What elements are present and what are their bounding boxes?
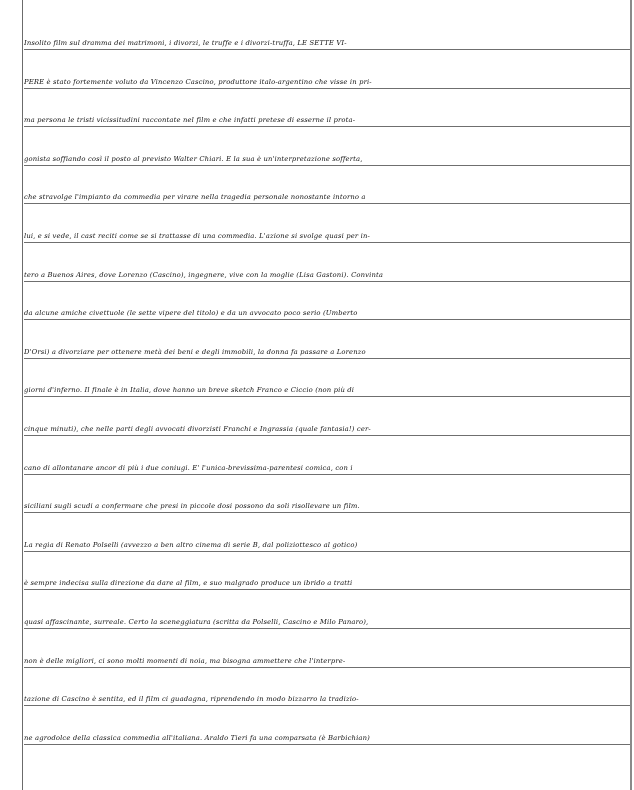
handwritten-line <box>24 244 630 282</box>
handwritten-line <box>24 166 630 204</box>
line-text: giorni d'inferno. Il finale è in Italia, dove hanno un breve sketch Franco e Ciccio (non più di <box>24 386 355 395</box>
handwritten-line <box>24 128 630 166</box>
handwritten-line <box>24 205 630 243</box>
line-text: gonista soffiando così il posto al previsto Walter Chiari. E la sua è un'interpretazione sofferta, <box>24 154 363 163</box>
line-text: che stravolge l'impianto da commedia per virare nella tragedia personale nonostante intorno a <box>24 193 366 202</box>
right-edge-rule <box>630 0 632 790</box>
line-text: quasi affascinante, surreale. Certo la sceneggiatura (scritta da Polselli, Cascino e Milo Panaro), <box>24 618 369 626</box>
handwritten-line <box>24 282 630 320</box>
line-text: da alcune amiche civettuole (le sette vipere del titolo) e da un avvocato poco serio (Umberto <box>24 309 358 318</box>
handwritten-line <box>24 591 630 629</box>
handwritten-line <box>24 12 630 50</box>
left-margin-rule <box>22 0 23 790</box>
line-text: D'Orsi) a divorziare per ottenere metà dei beni e degli immobili, la donna fa passare a Lorenzo <box>24 347 366 356</box>
line-text: lui, e si vede, il cast reciti come se si trattasse di una commedia. L'azione si svolge quasi per in- <box>24 232 370 240</box>
handwritten-line <box>24 552 630 590</box>
handwritten-line <box>24 51 630 89</box>
handwritten-line <box>24 514 630 552</box>
handwritten-line <box>24 668 630 706</box>
line-text: La regia di Renato Polselli (avvezzo a ben altro cinema di serie B, dal poliziottesco al gotico) <box>24 540 358 549</box>
line-text: PERE è stato fortemente voluto da Vincenzo Cascino, produttore italo-argentino che visse in pri- <box>24 77 372 86</box>
line-text: tero a Buenos Aires, dove Lorenzo (Cascino), ingegnere, vive con la moglie (Lisa Gastoni). Convinta <box>24 270 384 279</box>
line-text: Insolito film sul dramma dei matrimoni, i divorzi, le truffe e i divorzi-truffa, LE SETTE VI- <box>24 39 347 47</box>
handwritten-line <box>24 398 630 436</box>
handwritten-line <box>24 630 630 668</box>
line-text: è sempre indecisa sulla direzione da dare al film, e suo malgrado produce un ibrido a tratti <box>24 579 353 588</box>
handwritten-line <box>24 437 630 475</box>
handwritten-line <box>24 359 630 397</box>
line-text: ma persona le tristi vicissitudini raccontate nel film e che infatti pretese di esserne il prota- <box>24 116 356 125</box>
handwritten-line <box>24 475 630 513</box>
line-text: non è delle migliori, ci sono molti momenti di noia, ma bisogna ammettere che l'interpre- <box>24 656 346 665</box>
handwritten-line <box>24 321 630 359</box>
line-text: cinque minuti), che nelle parti degli avvocati divorzisti Franchi e Ingrassia (quale fantasia!) cer- <box>24 425 371 433</box>
handwritten-line <box>24 707 630 745</box>
line-text: ne agrodolce della classica commedia all'italiana. Araldo Tieri fa una comparsata (è Barbichian) <box>24 733 370 742</box>
line-text: cano di allontanare ancor di più i due coniugi. E' l'unica-brevissima-parentesi comica, con i <box>24 463 353 472</box>
line-text: siciliani sugli scudi a confermare che presi in piccole dosi possono da soli risollevare un film. <box>24 502 360 511</box>
line-text: tazione di Cascino è sentita, ed il film ci guadagna, riprendendo in modo bizzarro la tradizio- <box>24 695 359 704</box>
handwritten-line <box>24 89 630 127</box>
